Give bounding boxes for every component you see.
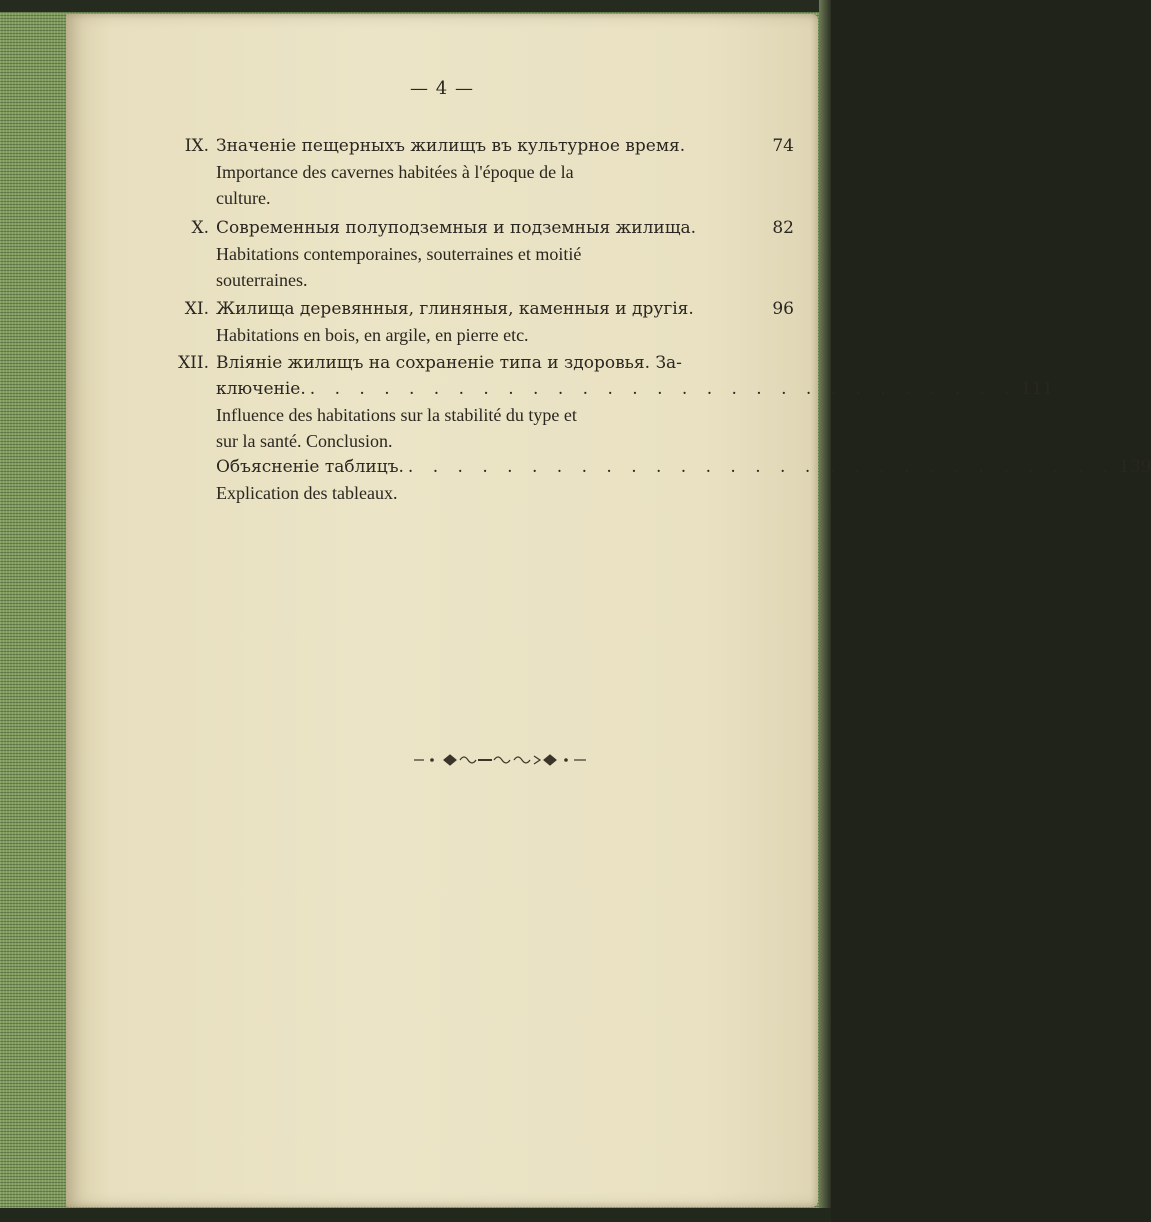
toc-line bbox=[216, 299, 794, 325]
page-number: — 4 — bbox=[410, 78, 474, 99]
russian-title: Значенiе пещерныхъ жилищъ въ культурное время. bbox=[216, 136, 686, 156]
dot-leader: . . . . . . . . . . . . . . . . . . . . . . . . . . . . . bbox=[407, 457, 1115, 477]
russian-title: ключенiе. bbox=[216, 379, 306, 399]
toc-line bbox=[216, 270, 794, 296]
chapter-numeral: XI. bbox=[184, 299, 209, 319]
toc-entry-ix bbox=[184, 136, 794, 214]
chapter-numeral: XII. bbox=[178, 353, 209, 373]
toc-line bbox=[216, 218, 794, 244]
toc-line bbox=[216, 244, 794, 270]
russian-title: Влiянiе жилищъ на сохраненiе типа и здоровья. За- bbox=[216, 353, 682, 373]
french-title: Habitations contemporaines, souterraines et moitié bbox=[216, 244, 582, 264]
toc-page-ref: 96 bbox=[772, 299, 794, 319]
toc-line bbox=[216, 188, 794, 214]
french-title: Habitations en bois, en argile, en pierre etc. bbox=[216, 325, 529, 345]
french-title: Influence des habitations sur la stabilité du type et bbox=[216, 405, 577, 425]
book-page bbox=[66, 14, 1151, 1207]
bottom-edge bbox=[0, 1208, 831, 1222]
top-edge bbox=[0, 0, 831, 12]
toc-line bbox=[216, 353, 794, 379]
decorative-fleuron-icon bbox=[410, 750, 590, 770]
toc-page-ref: 139 bbox=[1118, 457, 1151, 477]
right-edge bbox=[819, 0, 831, 1222]
dot-leader: . . . . . . . . . . . . . . . . . . . . . . . . . . . . . bbox=[309, 379, 1017, 399]
toc-line bbox=[216, 136, 794, 162]
toc-line bbox=[216, 457, 1151, 483]
french-title: souterraines. bbox=[216, 270, 308, 290]
russian-title: Современныя полуподземныя и подземныя жилища. bbox=[216, 218, 697, 238]
toc-line bbox=[216, 325, 794, 351]
french-title: Explication des tableaux. bbox=[216, 483, 398, 503]
table-of-contents bbox=[66, 14, 1151, 1207]
toc-line bbox=[216, 162, 794, 188]
toc-line bbox=[216, 483, 794, 509]
toc-page-ref: 82 bbox=[772, 218, 794, 238]
french-title: Importance des cavernes habitées à l'époque de la bbox=[216, 162, 574, 182]
toc-page-ref: 74 bbox=[772, 136, 794, 156]
toc-entry-tables bbox=[216, 457, 1151, 509]
toc-line bbox=[216, 431, 794, 457]
french-title: sur la santé. Conclusion. bbox=[216, 431, 393, 451]
russian-title: Жилища деревянныя, глиняныя, каменныя и другiя. bbox=[216, 299, 694, 319]
toc-page-ref: 111 bbox=[1020, 379, 1054, 399]
french-title: culture. bbox=[216, 188, 271, 208]
toc-entry-x bbox=[191, 218, 794, 296]
toc-line bbox=[216, 379, 1054, 405]
toc-entry-xi bbox=[184, 299, 794, 351]
chapter-numeral: X. bbox=[191, 218, 209, 238]
russian-title: Объясненiе таблицъ. bbox=[216, 457, 404, 477]
chapter-numeral: IX. bbox=[184, 136, 209, 156]
toc-line bbox=[216, 405, 794, 431]
toc-entry-xii bbox=[178, 353, 1054, 457]
